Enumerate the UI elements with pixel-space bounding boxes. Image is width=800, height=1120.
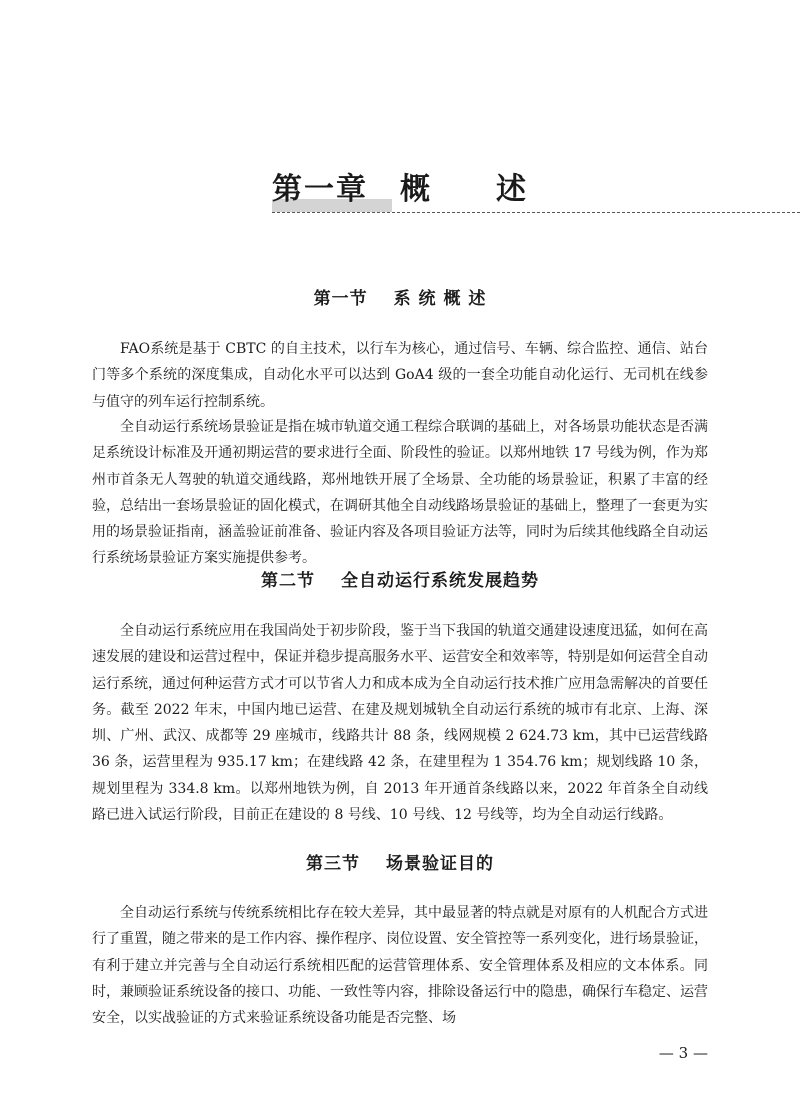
section-1-paragraph-2: 全自动运行系统场景验证是指在城市轨道交通工程综合联调的基础上，对各场景功能状态是否满足系统设计标准及开通初期运营的要求进行全面、阶段性的验证。以郑州地铁 17 号线为例，作为郑州市首条无人驾驶的轨道交通线路，郑州地铁开展了全场景、全功能的场景验证，积累了丰富的经验，总结出一套场景验证的固化模式，在调研其他全自动线路场景验证的基础上，整理了一套更为实用的场景验证指南，涵盖验证前准备、验证内容及各项目验证方法等，同时为后续其他线路全自动运行系统场景验证方案实施提供参考。 <box>92 419 708 567</box>
page-number: — 3 — <box>658 1044 708 1062</box>
section-3-heading <box>0 853 800 875</box>
section-3-title: 场景验证目的 <box>386 854 494 874</box>
chapter-rule <box>272 212 800 213</box>
section-2-heading <box>0 570 800 592</box>
section-1-number: 第一节 <box>313 289 368 309</box>
chapter-title: 第一章 概 述 <box>272 172 528 207</box>
section-3-paragraph-1: 全自动运行系统与传统系统相比存在较大差异，其中最显著的特点就是对原有的人机配合方式进行了重置，随之带来的是工作内容、操作程序、岗位设置、安全管控等一系列变化，进行场景验证，有利于建立并完善与全自动运行系统相匹配的运营管理体系、安全管理体系及相应的文本体系。同时，兼顾验证系统设备的接口、功能、一致性等内容，排除设备运行中的隐患，确保行车稳定、运营安全，以实战验证的方式来验证系统设备功能是否完整、场 <box>92 905 708 1027</box>
section-2-paragraph-1: 全自动运行系统应用在我国尚处于初步阶段，鉴于当下我国的轨道交通建设速度迅猛，如何在高速发展的建设和运营过程中，保证并稳步提高服务水平、运营安全和效率等，特别是如何运营全自动运行系统，通过何种运营方式才可以节省人力和成本成为全自动运行技术推广应用急需解决的首要任务。截至 2022 年末，中国内地已运营、在建及规划城轨全自动运行系统的城市有北京、上海、深圳、广州、武汉、成都等 29 座城市，线路共计 88 条，线网规模 2 624.73 km，其中已运营线路 36 条，运营里程为 935.17 km；在建线路 42 条，在建里程为 1 354.76 km；规划线路 10 条，规划里程为 334.8 km。以郑州地铁为例，自 2013 年开通首条线路以来，2022 年首条全自动线路已进入试运行阶段，目前正在建设的 8 号线、10 号线、12 号线等，均为全自动运行线路。 <box>92 623 708 824</box>
section-1-paragraph-1: FAO系统是基于 CBTC 的自主技术，以行车为核心，通过信号、车辆、综合监控、通信、站台门等多个系统的深度集成，自动化水平可以达到 GoA4 级的一套全功能自动化运行、无司机在线参与值守的列车运行控制系统。 <box>92 341 708 410</box>
section-3-number: 第三节 <box>306 854 360 874</box>
section-1-heading <box>0 288 800 310</box>
section-2-number: 第二节 <box>261 571 315 591</box>
section-2-title: 全自动运行系统发展趋势 <box>341 571 539 591</box>
section-1-title: 系 统 概 述 <box>393 289 487 309</box>
